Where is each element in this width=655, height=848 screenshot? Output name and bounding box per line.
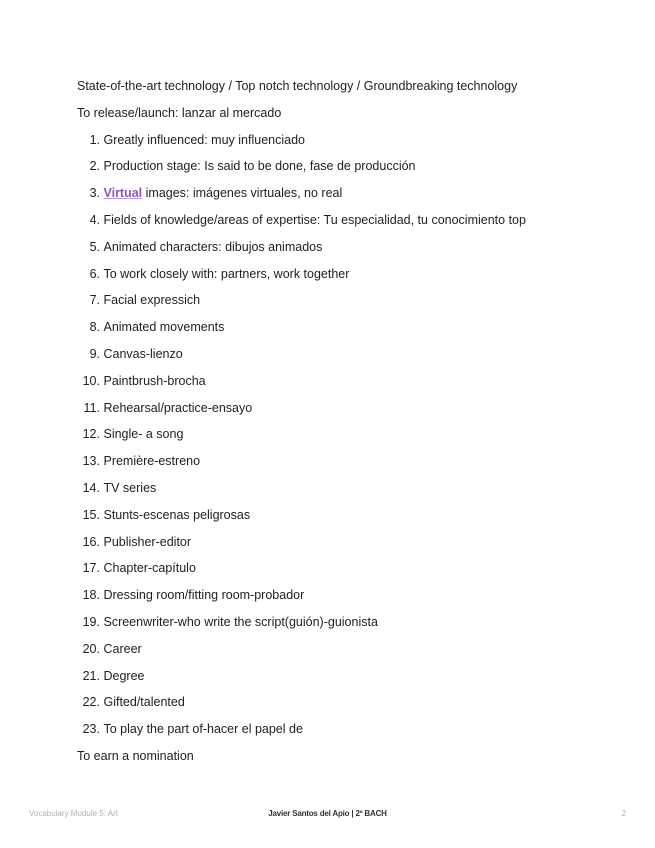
list-item-text: To play the part of-hacer el papel de — [103, 722, 303, 737]
list-item — [77, 212, 637, 239]
list-item-number: 23. — [82, 722, 100, 737]
list-item-text: images: imágenes virtuales, no real — [142, 186, 343, 201]
list-item-number: 20. — [82, 641, 100, 656]
vocabulary-list — [77, 132, 637, 748]
list-item-number: 14. — [82, 480, 100, 495]
footer-author: Javier Santos del Apio | 2º BACH — [268, 809, 387, 818]
list-item-number: 2. — [89, 159, 100, 174]
list-item-number: 9. — [89, 346, 100, 361]
list-item-number: 13. — [82, 454, 100, 469]
list-item — [77, 453, 637, 480]
list-item-text: Paintbrush-brocha — [103, 373, 206, 388]
list-item-text: Stunts-escenas peligrosas — [103, 507, 251, 522]
intro-line: State-of-the-art technology / Top notch technology / Groundbreaking technology — [77, 79, 518, 93]
list-item-text: Chapter-capítulo — [103, 561, 196, 576]
list-item-number: 3. — [89, 186, 100, 201]
list-item-number: 8. — [89, 320, 100, 335]
list-item — [77, 185, 637, 212]
footer-module-title: Vocabulary Module 5: Art — [29, 809, 118, 818]
list-item — [77, 373, 637, 400]
list-item — [77, 614, 637, 641]
list-item-number: 18. — [82, 588, 100, 603]
list-item — [77, 132, 637, 159]
list-item — [77, 480, 637, 507]
list-item-text: Animated characters: dibujos animados — [103, 239, 323, 254]
list-item — [77, 641, 637, 668]
list-item-number: 17. — [82, 561, 100, 576]
list-item — [77, 721, 637, 748]
list-item-number: 10. — [82, 373, 100, 388]
list-item-number: 11. — [83, 400, 100, 415]
list-item-text: Career — [103, 641, 142, 656]
list-item-text: Dressing room/fitting room-probador — [103, 588, 305, 603]
list-item-text: Facial expressich — [103, 293, 201, 308]
list-item-text: Degree — [103, 668, 145, 683]
list-item-number: 1. — [89, 132, 100, 147]
page-footer — [0, 809, 655, 821]
list-item-number: 21. — [82, 668, 100, 683]
list-item-text: Rehearsal/practice-ensayo — [103, 400, 253, 415]
list-item — [77, 400, 637, 427]
list-item-number: 15. — [82, 507, 100, 522]
list-item — [77, 507, 637, 534]
list-item-text: Publisher-editor — [103, 534, 192, 549]
list-item — [77, 534, 637, 561]
list-item-text: Greatly influenced: muy influenciado — [103, 132, 305, 147]
document-body — [77, 78, 637, 775]
list-item-number: 7. — [89, 293, 100, 308]
list-item — [77, 319, 637, 346]
list-item — [77, 292, 637, 319]
list-item-text: TV series — [103, 480, 157, 495]
list-item-text: Canvas-lienzo — [103, 346, 183, 361]
outro-line: To earn a nomination — [77, 748, 194, 763]
list-item-number: 5. — [89, 239, 100, 254]
list-item-number: 16. — [82, 534, 100, 549]
list-item-number: 4. — [89, 212, 100, 227]
list-item-text: To work closely with: partners, work together — [103, 266, 350, 281]
list-item — [77, 560, 637, 587]
list-item-text: Screenwriter-who write the script(guión)-guionista — [103, 614, 378, 629]
list-item-text: Animated movements — [103, 320, 225, 335]
list-item — [77, 587, 637, 614]
list-item-text: Production stage: Is said to be done, fase de producción — [103, 159, 416, 174]
footer-page-number: 2 — [621, 809, 626, 818]
list-item-text: Gifted/talented — [103, 695, 185, 710]
list-item-number: 19. — [82, 614, 100, 629]
list-item-text: Single- a song — [103, 427, 184, 442]
list-item-text: Première-estreno — [103, 454, 201, 469]
intro-line: To release/launch: lanzar al mercado — [77, 105, 282, 120]
list-item — [77, 158, 637, 185]
list-item-number: 6. — [89, 266, 100, 281]
list-item — [77, 426, 637, 453]
list-item-number: 22. — [82, 695, 100, 710]
list-item-number: 12. — [82, 427, 100, 442]
list-item — [77, 668, 637, 695]
list-item — [77, 266, 637, 293]
list-item-link[interactable]: Virtual — [103, 186, 143, 201]
list-item — [77, 694, 637, 721]
list-item — [77, 346, 637, 373]
list-item-text: Fields of knowledge/areas of expertise: Tu especialidad, tu conocimiento top — [103, 212, 526, 227]
list-item — [77, 239, 637, 266]
